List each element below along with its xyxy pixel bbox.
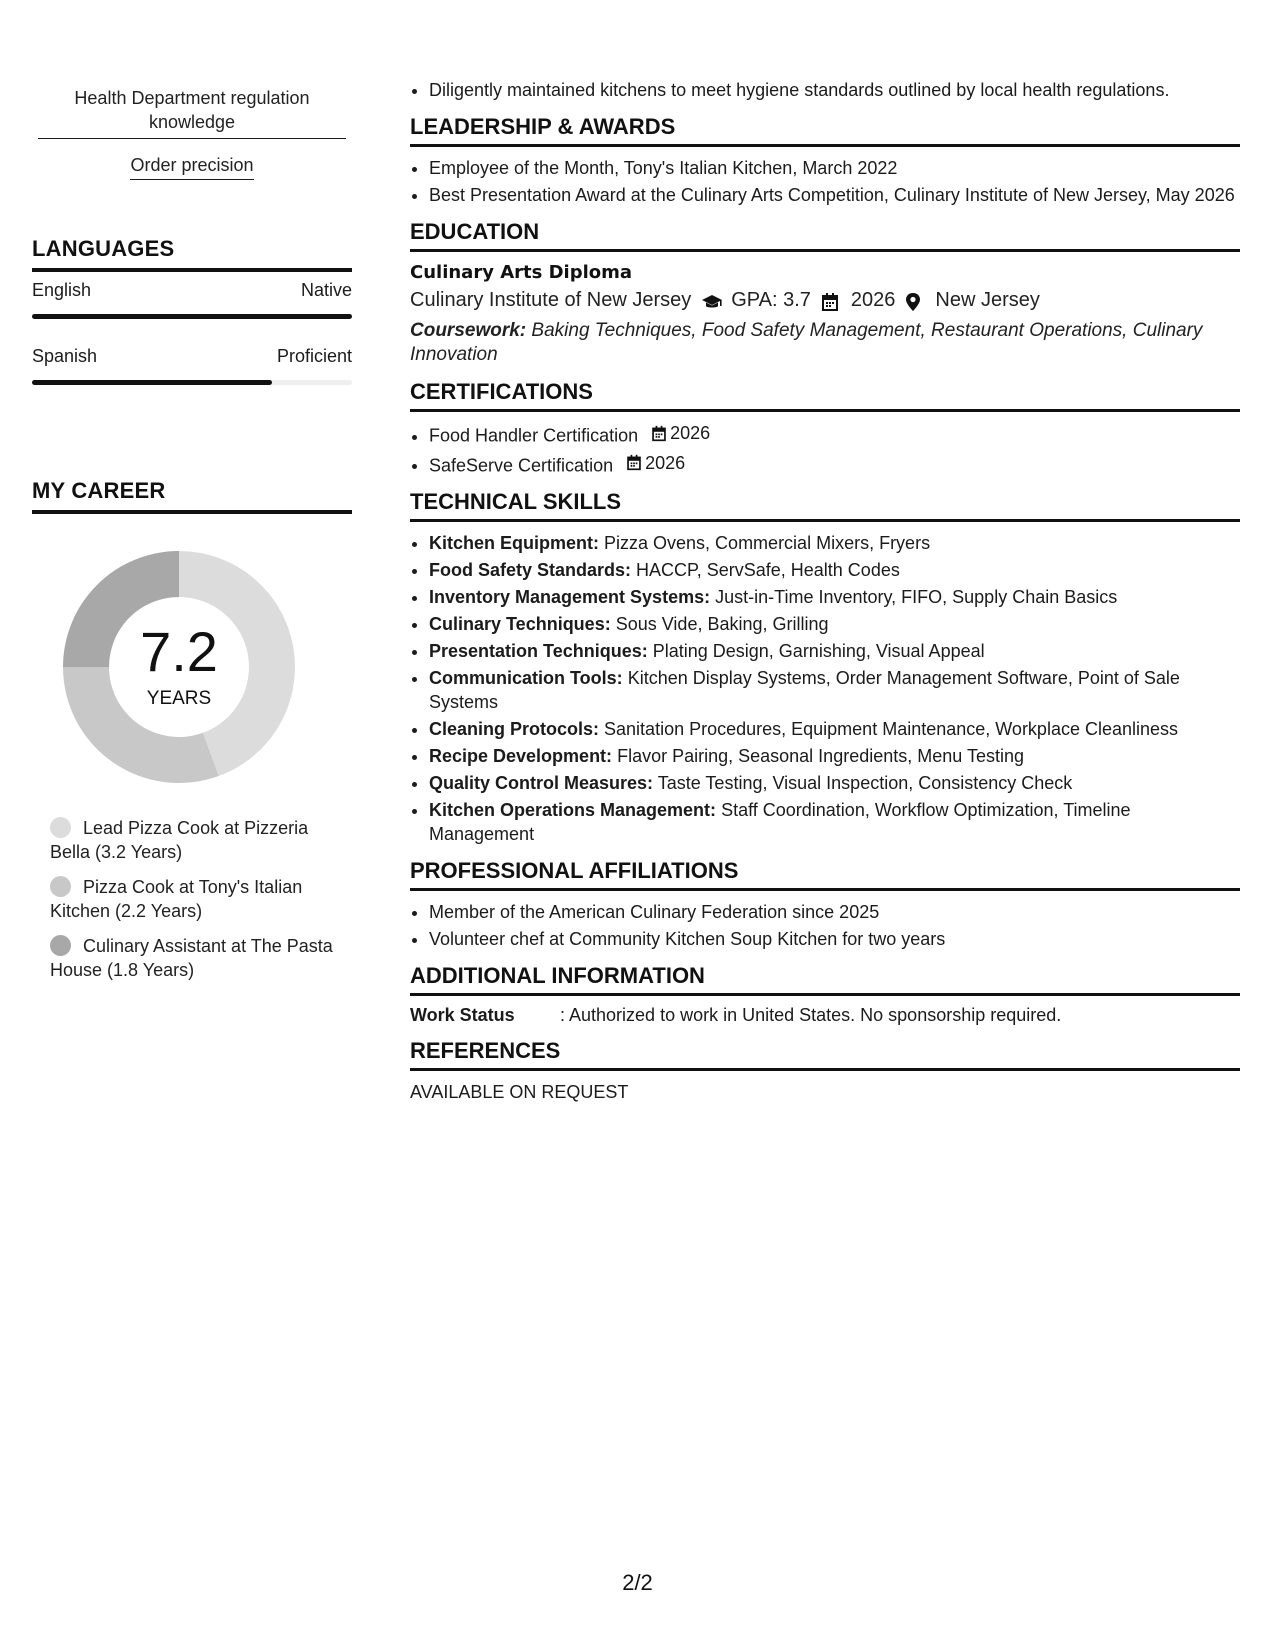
career-heading: MY CAREER bbox=[32, 478, 352, 514]
page-number: 2/2 bbox=[622, 1570, 653, 1595]
skill-values: Just-in-Time Inventory, FIFO, Supply Chain Basics bbox=[715, 587, 1118, 607]
education-coursework bbox=[410, 319, 1240, 367]
certification-item bbox=[429, 421, 1240, 448]
affiliations-section bbox=[410, 858, 1240, 951]
coursework-value: Baking Techniques, Food Safety Management, Restaurant Operations, Culinary Innovation bbox=[410, 320, 1203, 365]
awards-section bbox=[410, 114, 1240, 207]
awards-list bbox=[410, 156, 1240, 207]
main-content bbox=[410, 78, 1240, 1103]
technical-skill-item bbox=[429, 558, 1240, 582]
languages-heading: LANGUAGES bbox=[32, 236, 352, 272]
work-status-row bbox=[410, 1005, 1240, 1026]
technical-skill-item bbox=[429, 717, 1240, 741]
technical-skills-heading: TECHNICAL SKILLS bbox=[410, 489, 1240, 522]
affiliations-list bbox=[410, 900, 1240, 951]
skill-category: Food Safety Standards: bbox=[429, 560, 632, 580]
affiliation-item: • Member of the American Culinary Federation since 2025 bbox=[429, 900, 1240, 924]
career-legend-item bbox=[50, 816, 340, 864]
skill-category: Communication Tools: bbox=[429, 668, 623, 688]
additional-info-section bbox=[410, 963, 1240, 1026]
career-legend-label: Lead Pizza Cook at Pizzeria Bella (3.2 Years) bbox=[50, 818, 309, 862]
certification-year: 2026 bbox=[645, 452, 686, 473]
references-value: AVAILABLE ON REQUEST bbox=[410, 1082, 629, 1102]
education-details bbox=[410, 289, 1240, 312]
technical-skills-section bbox=[410, 489, 1240, 846]
language-bar bbox=[32, 380, 352, 385]
technical-skill-item bbox=[429, 771, 1240, 795]
location-pin-icon bbox=[905, 291, 925, 311]
certification-date bbox=[651, 421, 710, 445]
career-legend-label: Pizza Cook at Tony's Italian Kitchen (2.2 Years) bbox=[50, 877, 303, 921]
skill-category: Recipe Development: bbox=[429, 746, 613, 766]
calendar-icon bbox=[651, 425, 667, 442]
technical-skill-item bbox=[429, 744, 1240, 768]
affiliations-heading: PROFESSIONAL AFFILIATIONS bbox=[410, 858, 1240, 891]
experience-list bbox=[410, 78, 1240, 102]
language-bar-fill bbox=[32, 314, 352, 319]
career-total-unit: YEARS bbox=[146, 688, 212, 709]
language-name: English bbox=[32, 280, 92, 300]
technical-skill-item bbox=[429, 612, 1240, 636]
skill-values: HACCP, ServSafe, Health Codes bbox=[636, 560, 900, 580]
certification-name: Food Handler Certification bbox=[429, 425, 639, 446]
skill-category: Culinary Techniques: bbox=[429, 614, 611, 634]
award-item: • Employee of the Month, Tony's Italian Kitchen, March 2022 bbox=[429, 156, 1240, 180]
certifications-list bbox=[410, 421, 1240, 477]
technical-skill-item bbox=[429, 639, 1240, 663]
skill-values: Taste Testing, Visual Inspection, Consistency Check bbox=[657, 773, 1073, 793]
affiliation-item: • Volunteer chef at Community Kitchen Soup Kitchen for two years bbox=[429, 927, 1240, 951]
skill-category: Kitchen Equipment: bbox=[429, 533, 599, 553]
calendar-icon bbox=[821, 291, 841, 311]
career-total-years: 7.2 bbox=[140, 620, 218, 683]
education-year: 2026 bbox=[850, 289, 896, 311]
work-status-value: : Authorized to work in United States. No sponsorship required. bbox=[560, 1005, 1062, 1025]
language-name: Spanish bbox=[32, 346, 98, 366]
skill-item: Health Department regulation knowledge bbox=[38, 86, 346, 139]
skill-category: Inventory Management Systems: bbox=[429, 587, 711, 607]
career-legend-item bbox=[50, 934, 340, 982]
technical-skill-item bbox=[429, 531, 1240, 555]
references-heading: REFERENCES bbox=[410, 1038, 1240, 1071]
work-status-label: Work Status bbox=[410, 1005, 515, 1025]
education-section bbox=[410, 219, 1240, 367]
skill-category: Cleaning Protocols: bbox=[429, 719, 600, 739]
skill-values: Sanitation Procedures, Equipment Maintenance, Workplace Cleanliness bbox=[604, 719, 1179, 739]
award-item: • Best Presentation Award at the Culinary Arts Competition, Culinary Institute of New Jersey, May 2026 bbox=[429, 183, 1240, 207]
education-gpa: GPA: 3.7 bbox=[731, 289, 811, 311]
technical-skill-item bbox=[429, 798, 1240, 846]
graduation-cap-icon bbox=[701, 291, 721, 311]
calendar-icon bbox=[626, 454, 642, 471]
skill-values: Staff Coordination, Workflow Optimization, Timeline Management bbox=[429, 800, 1131, 844]
skill-category: Kitchen Operations Management: bbox=[429, 800, 717, 820]
sidebar bbox=[32, 86, 352, 980]
technical-skill-item bbox=[429, 585, 1240, 609]
legend-dot bbox=[50, 935, 71, 956]
certification-item bbox=[429, 451, 1240, 478]
language-level: Proficient bbox=[276, 346, 352, 366]
career-donut-center bbox=[56, 544, 302, 790]
skill-values: Plating Design, Garnishing, Visual Appeal bbox=[652, 641, 985, 661]
language-bar bbox=[32, 314, 352, 319]
language-level: Native bbox=[300, 280, 352, 300]
skill-values: Kitchen Display Systems, Order Management Software, Point of Sale Systems bbox=[429, 668, 1180, 712]
certifications-heading: CERTIFICATIONS bbox=[410, 379, 1240, 412]
skill-item-label: Order precision bbox=[130, 153, 253, 180]
coursework-label: Coursework: bbox=[410, 320, 527, 341]
legend-dot bbox=[50, 817, 71, 838]
career-legend-label: Culinary Assistant at The Pasta House (1.8 Years) bbox=[50, 936, 333, 980]
education-location: New Jersey bbox=[935, 289, 1040, 311]
certification-year: 2026 bbox=[670, 423, 711, 443]
technical-skill-item bbox=[429, 666, 1240, 714]
references-section bbox=[410, 1038, 1240, 1103]
education-degree: Culinary Arts Diploma bbox=[410, 262, 633, 283]
skill-values: Pizza Ovens, Commercial Mixers, Fryers bbox=[604, 533, 931, 553]
education-heading: EDUCATION bbox=[410, 219, 1240, 252]
education-school: Culinary Institute of New Jersey bbox=[410, 289, 692, 311]
skill-category: Quality Control Measures: bbox=[429, 773, 654, 793]
career-legend-item bbox=[50, 875, 340, 923]
skill-item bbox=[32, 153, 352, 180]
awards-heading: LEADERSHIP & AWARDS bbox=[410, 114, 1240, 147]
skill-values: Sous Vide, Baking, Grilling bbox=[615, 614, 829, 634]
skill-values: Flavor Pairing, Seasonal Ingredients, Menu Testing bbox=[617, 746, 1024, 766]
certifications-section bbox=[410, 379, 1240, 477]
technical-skills-list bbox=[410, 531, 1240, 846]
legend-dot bbox=[50, 876, 71, 897]
experience-bullet: • Diligently maintained kitchens to meet hygiene standards outlined by local health regulations. bbox=[429, 78, 1240, 102]
certification-date bbox=[626, 451, 685, 475]
language-bar-fill bbox=[32, 380, 272, 385]
skill-category: Presentation Techniques: bbox=[429, 641, 648, 661]
additional-info-heading: ADDITIONAL INFORMATION bbox=[410, 963, 1240, 996]
certification-name: SafeServe Certification bbox=[429, 455, 614, 475]
career-legend bbox=[50, 816, 340, 993]
